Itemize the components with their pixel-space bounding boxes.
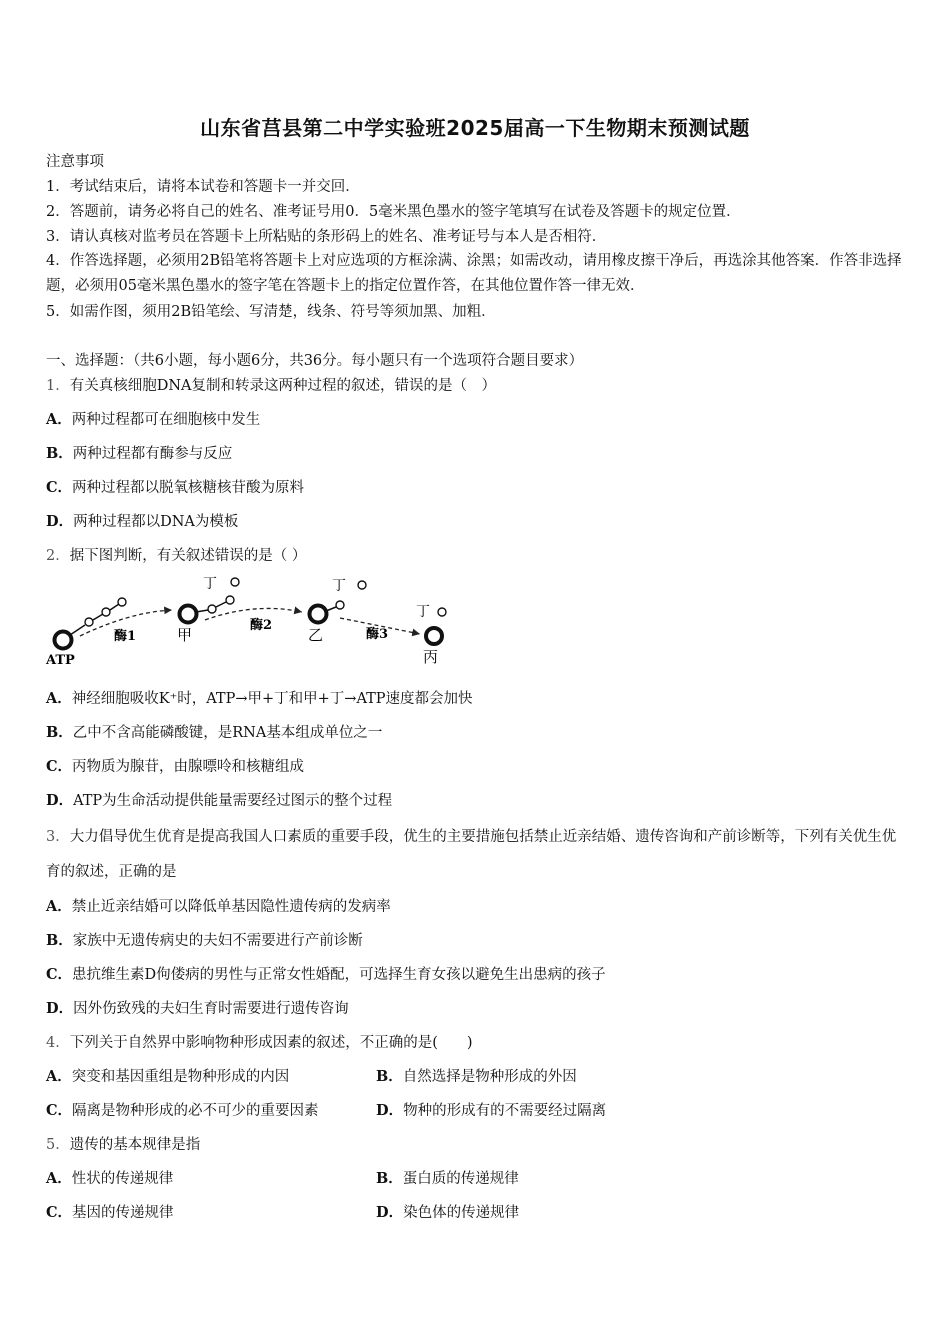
question-4-stem	[46, 1033, 473, 1053]
note-item: 3．请认真核对监考员在答题卡上所粘贴的条形码上的姓名、准考证号与本人是否相符．	[46, 229, 607, 245]
q2-option-b: B．乙中不含高能磷酸键，是RNA基本组成单位之一	[46, 724, 383, 741]
question-number: 4．	[46, 1035, 70, 1051]
note-item: 5．如需作图，须用2B铅笔绘、写清楚，线条、符号等须加黑、加粗．	[46, 304, 496, 320]
ding-label: 丁	[332, 578, 346, 594]
q3-option-b: B．家族中无遗传病史的夫妇不需要进行产前诊断	[46, 932, 363, 949]
q3-option-a: A．禁止近亲结婚可以降低单基因隐性遗传病的发病率	[46, 898, 391, 915]
question-text: 据下图判断，有关叙述错误的是（ ）	[69, 548, 307, 564]
question-text: 有关真核细胞DNA复制和转录这两种过程的叙述，错误的是（ ）	[69, 378, 497, 394]
q1-option-d: D．两种过程都以DNA为模板	[46, 513, 239, 530]
q2-option-c: C．丙物质为腺苷，由腺嘌呤和核糖组成	[46, 758, 305, 775]
q3-option-d: D．因外伤致残的夫妇生育时需要进行遗传咨询	[46, 1000, 349, 1017]
q1-option-b: B．两种过程都有酶参与反应	[46, 445, 233, 462]
q5-option-a: A．性状的传递规律	[46, 1170, 174, 1187]
question-2-stem	[46, 546, 306, 566]
question-1-stem	[46, 376, 496, 396]
question-number: 5．	[46, 1137, 70, 1153]
bing-label: 丙	[423, 648, 439, 666]
question-text: 大力倡导优生优育是提高我国人口素质的重要手段，优生的主要措施包括禁止近亲结婚、遗传咨询和产前诊断等，下列有关优生优育的叙述，正确的是	[46, 829, 897, 880]
page-title: 山东省莒县第二中学实验班2025届高一下生物期末预测试题	[200, 116, 750, 140]
yi-label: 乙	[308, 626, 324, 644]
q3-option-c: C．患抗维生素D佝偻病的男性与正常女性婚配，可选择生育女孩以避免生出患病的孩子	[46, 966, 606, 983]
q2-option-d: D．ATP为生命活动提供能量需要经过图示的整个过程	[46, 792, 393, 809]
q1-option-c: C．两种过程都以脱氧核糖核苷酸为原料	[46, 479, 305, 496]
question-text: 遗传的基本规律是指	[69, 1137, 201, 1153]
note-item: 4．作答选择题，必须用2B铅笔将答题卡上对应选项的方框涂满、涂黑；如需改动，请用橡皮擦干净后，再选涂其他答案．作答非选择题，必须用05毫米黑色墨水的签字笔在答题卡上的指定位置作答，在其他位置作答一律无效．	[46, 253, 902, 294]
q5-option-b: B．蛋白质的传递规律	[376, 1170, 519, 1187]
q1-option-a: A．两种过程都可在细胞核中发生	[46, 411, 261, 428]
question-3-stem	[46, 820, 904, 890]
ding-label: 丁	[416, 604, 430, 620]
question-number: 1．	[46, 378, 70, 394]
notes-heading: 注意事项	[46, 154, 104, 170]
q5-option-c: C．基因的传递规律	[46, 1204, 174, 1221]
note-item: 1．考试结束后，请将本试卷和答题卡一并交回．	[46, 179, 360, 195]
question-number: 2．	[46, 548, 70, 564]
enzyme-2-label: 酶2	[250, 618, 273, 633]
note-item: 2．答题前，请务必将自己的姓名、准考证号用0．5毫米黑色墨水的签字笔填写在试卷及答题卡的规定位置．	[46, 204, 741, 220]
q2-option-a: A．神经细胞吸收K⁺时，ATP→甲+丁和甲+丁→ATP速度都会加快	[46, 690, 473, 707]
enzyme-3-label: 酶3	[366, 627, 389, 642]
q5-option-d: D．染色体的传递规律	[376, 1204, 520, 1221]
q4-option-b: B．自然选择是物种形成的外因	[376, 1068, 577, 1085]
ding-label: 丁	[203, 576, 217, 592]
enzyme-1-label: 酶1	[114, 629, 137, 644]
q4-option-a: A．突变和基因重组是物种形成的内因	[46, 1068, 290, 1085]
atp-hydrolysis-diagram	[40, 572, 470, 672]
question-number: 3．	[46, 829, 70, 845]
q4-option-c: C．隔离是物种形成的必不可少的重要因素	[46, 1102, 319, 1119]
question-5-stem	[46, 1135, 200, 1155]
atp-label: ATP	[46, 653, 75, 668]
q4-option-d: D．物种的形成有的不需要经过隔离	[376, 1102, 607, 1119]
jia-label: 甲	[177, 626, 193, 644]
question-text: 下列关于自然界中影响物种形成因素的叙述，不正确的是( )	[69, 1035, 473, 1051]
section-heading: 一、选择题：（共6小题，每小题6分，共36分。每小题只有一个选项符合题目要求）	[46, 353, 584, 369]
